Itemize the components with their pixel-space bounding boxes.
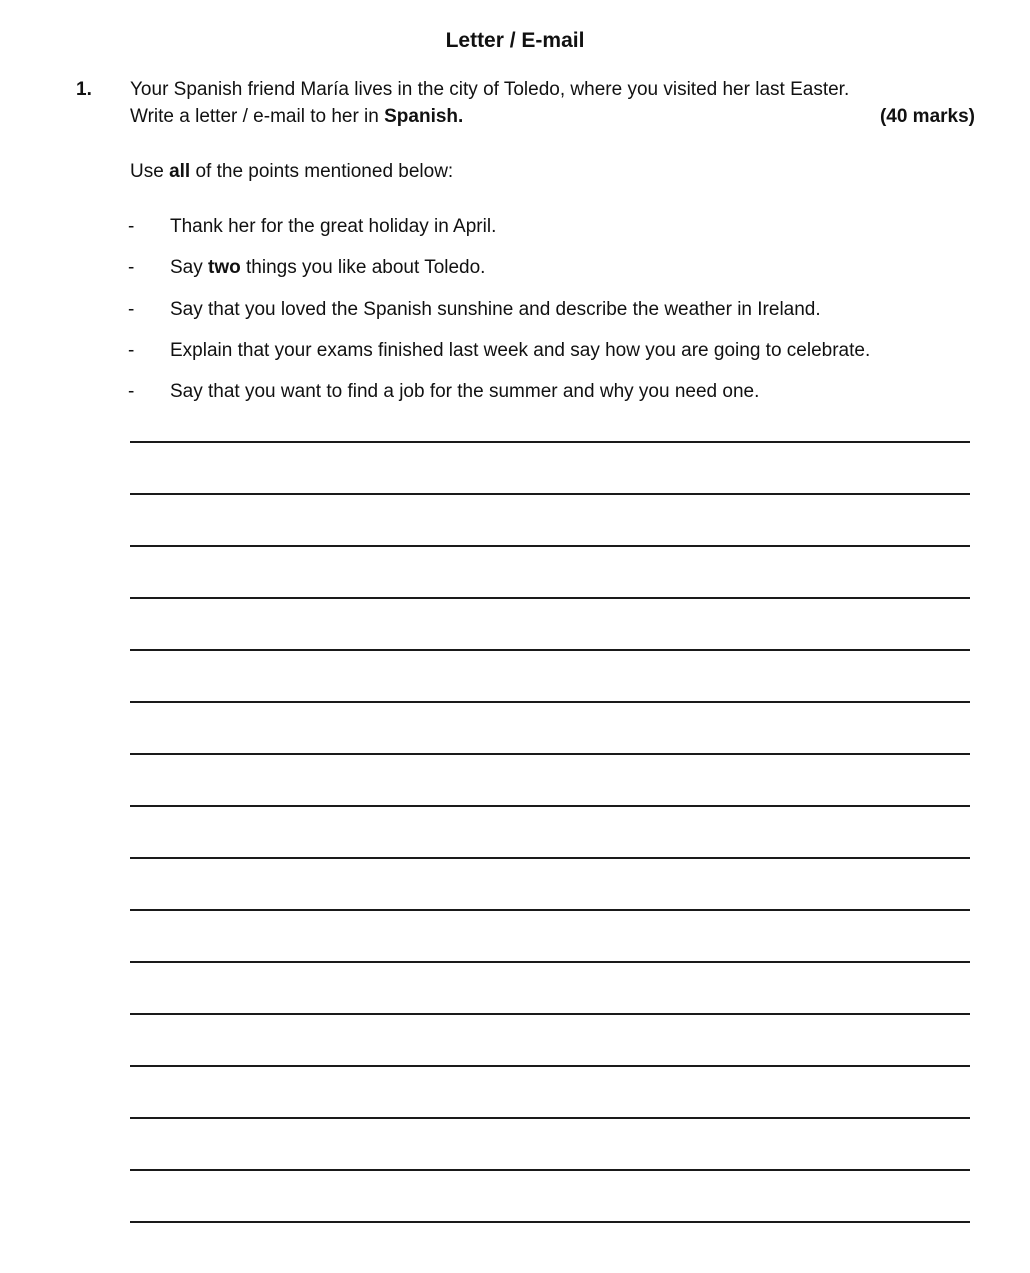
- bullet-point-2-suffix: things you like about Toledo.: [240, 257, 486, 278]
- instruction-text: [130, 161, 453, 183]
- answer-line[interactable]: [130, 1169, 970, 1171]
- answer-line[interactable]: [130, 701, 970, 703]
- answer-line[interactable]: [130, 961, 970, 963]
- answer-line[interactable]: [130, 1117, 970, 1119]
- bullet-point-2: [170, 257, 485, 279]
- bullet-point-3: Say that you loved the Spanish sunshine and describe the weather in Ireland.: [170, 299, 821, 320]
- bullet-dash: -: [128, 340, 135, 361]
- marks-label: (40 marks): [879, 106, 975, 127]
- language-emphasis: Spanish.: [384, 106, 464, 127]
- answer-line[interactable]: [130, 545, 970, 547]
- answer-line[interactable]: [130, 805, 970, 807]
- bullet-point-1: Thank her for the great holiday in April.: [170, 216, 497, 237]
- bullet-dash: -: [128, 299, 135, 320]
- bullet-dash: -: [128, 381, 135, 402]
- bullet-point-2-prefix: Say: [170, 257, 209, 278]
- instruction-emphasis: all: [169, 161, 191, 182]
- answer-line[interactable]: [130, 857, 970, 859]
- bullet-dash: -: [128, 216, 135, 237]
- question-text-line-2-prefix: Write a letter / e-mail to her in: [130, 106, 385, 127]
- answer-line[interactable]: [130, 649, 970, 651]
- question-text-line-2: [130, 106, 463, 128]
- answer-line[interactable]: [130, 493, 970, 495]
- instruction-suffix: of the points mentioned below:: [190, 161, 454, 182]
- bullet-dash: -: [128, 257, 135, 278]
- answer-area[interactable]: [130, 441, 970, 1273]
- answer-line[interactable]: [130, 441, 970, 443]
- instruction-prefix: Use: [130, 161, 170, 182]
- bullet-point-2-emphasis: two: [208, 257, 241, 278]
- bullet-point-4: Explain that your exams finished last week and say how you are going to celebrate.: [170, 340, 871, 361]
- answer-line[interactable]: [130, 909, 970, 911]
- answer-line[interactable]: [130, 753, 970, 755]
- question-text-line-1: Your Spanish friend María lives in the city of Toledo, where you visited her last Easter.: [130, 79, 850, 100]
- answer-line[interactable]: [130, 1013, 970, 1015]
- question-number: 1.: [76, 79, 92, 100]
- bullet-point-5: Say that you want to find a job for the summer and why you need one.: [170, 381, 760, 402]
- answer-line[interactable]: [130, 1065, 970, 1067]
- answer-line[interactable]: [130, 597, 970, 599]
- page-title: Letter / E-mail: [445, 29, 585, 52]
- answer-line[interactable]: [130, 1221, 970, 1223]
